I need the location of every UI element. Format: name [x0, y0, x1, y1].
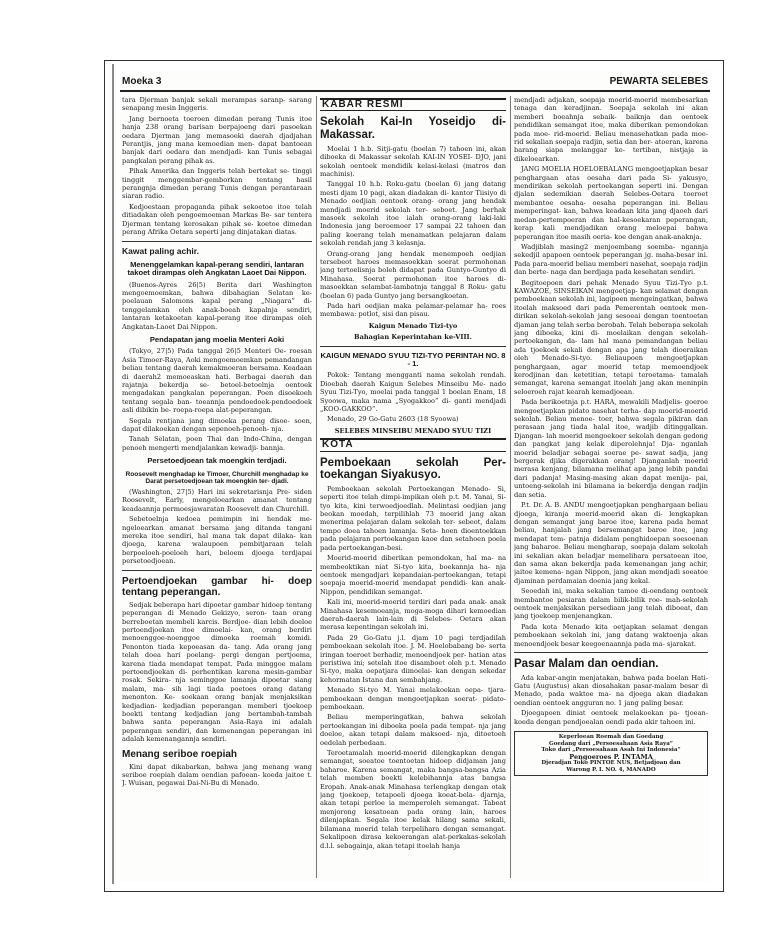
ad-line: Pengoeroes P. INTAMA — [569, 752, 653, 761]
article-text: Pokok: Tentang mengganti nama sekolah rendah. Dioebah daerah Kaigun Selebes Minseibu Me- nado Syuu Tizi-Tyo, moelai pada tanggal 1 boelan Enam, 18 Syoowa, maka nama „Syogakkoo” di- ganti mendjadi „KOO-GAKKOO”. — [320, 371, 506, 413]
article-text: Ada kabar-angin menjatakan, bahwa pada boelan Hati-Gatu (Augustus) akan diosahakan pasar-malam besar di Menado, pada waktoe ma- na djoega akan diadakan oendian oentoek angguran no. 1 jang paling besar. — [514, 673, 708, 707]
section-heading: Kawat paling achir. — [122, 245, 199, 256]
article-text: Kini dapat dikabarkan, bahwa jang menang wang seriboe roepiah dalam oendian pafoean- koeda jaitoe t. J. Wuisan, pegawai Dai-Ni-Bu di Menado. — [122, 762, 312, 788]
signature-line: SELEBES MINSEIBU MENADO SYUU TIZI — [334, 426, 492, 435]
divider — [320, 346, 506, 347]
dateline: Menado, 29 Go-Gatu 2603 (18 Syoowa) — [327, 415, 459, 424]
article-text: Pada 29 Go-Gatu j.l. djam 10 pagi terdjadilah pemboekaan sekolah itoe. J. M. Hoelobabang be- serta iringan toeroet berhadir, menoendjoek per- hatian atas peristiwa ini; setelah itoe disamboet oleh p.t. Menado Si-tyo, maka oepatjara dimoelai- kan dengan sekedar kehormatan Istana dan sembahjang. — [320, 633, 506, 684]
article-text: (Tokyo, 27|5) Pada tanggal 26|5 Menteri Oe- roesan Asia Timoer-Raya, Aoki mengoemoemkan pemandangan beliau tentang daerah kemakmoeran bersama. Keadaan di daerah2 memoeaskan hati. Berbagai daerah dan rajatnja bekerdja se- betoel-betoelnja oentoek mengadakan pangkalan peperangan. Poen disoekoeh tentang segala ban- toeannja pendoedoek-pendoedoek asli dibikin be- roepa-roepa alat-peperangan. — [122, 347, 312, 415]
article-text: Pihak Amerika dan Inggeris telah bertekat se- tinggi tinggit menggembar-gemborkan tentang hasil perangnja dimedan perang Tunis dengan perantaraan siaran radio. — [122, 167, 312, 201]
newspaper-page — [120, 70, 710, 882]
article-subheadline: Roosevelt menghadap ke Timoer, Churchill menghadap ke Darat persetoedjoean tak moengkin ter- djadi. — [125, 470, 309, 485]
section-banner: KOTA — [320, 438, 506, 451]
article-text: Tanggal 10 h.b. Roku-gatu (boelan 6) jang datang mesti djam 10 pagi, akan diadakan di- kantor Tiisiyo di Menado oedjian oentoek orang- orang jang hendak mendjadi moerid sekolah ter- seboet. Jang berhak masoek sekolah itoe ialah orang-orang laki-laki Indonesia jang beroemoer 17 sampai 22 tahoen dan paling koerang telah menamatkan pelajaran dalam sekolah rendah jang 3 kelasnja. — [320, 180, 506, 248]
column-rule — [510, 96, 511, 878]
ad-line: Djeradjan Toko PINTOE NUS, Betjadjoan dan — [541, 760, 681, 767]
article-text: Seoedah ini, maka sekalian tamoe di-oendang oentoek membantoe pesiaran dalam bilik-bilik roe- mah-sekolah oentoek menjaksikan persediaan jang telah diboeat, dan jang tjoekoep menjenangkan. — [514, 587, 708, 621]
article-text: Segala rentjana jang dimoeka perang disoe- soen, dapat dilakoekan dengan sepenoeh-penoeh- nja. — [122, 416, 312, 433]
column-rule — [316, 96, 317, 878]
article-text: Kedjoestaan propaganda pihak sekoetoe itoe telah ditiadakan oleh pengoemoeman Markas Be- sar tentera Djerman tentang kerosakan pihak se- koetoe dimedan perang Afrika Oetara seperti jang dinjatakan diatas. — [122, 202, 312, 237]
column-1 — [122, 96, 312, 878]
article-text: Moerid-moerid diberikan pemondokan, hal ma- na membeoktikan niat Si-tyo kita, boekannja ha- nja oentoek mengadjari kepandaian-pertoekangan, tetapi soepaja moerid-moerid mendapat pendidi- kan anak-Nippon, pendidikan semangat. — [320, 554, 506, 596]
article-text: Pada berikoetnja p.t. HARA, mewakili Madjelis- goeroe mengoetjapkan pidato nasehat terha- dap moerid-moerid sekolah. Beliau menoe- toer, bahwa segala pikiran dan perasaan jang tiada halal itoe, wadjib ditinggalkan. Djangan- lah moerid mengoekoer sekolah dengan gedong dan pangkat jang kelak diperolehnja! Dja- nganlah moerid beladjar sebagai soerae pe- sawat sadja, jang bergerak djika digerakkan orang! Djanganlah moerid merasa kenjang, bilamana melihat apa jang lebih pandai dari padanja! Masing-masing akan dapat menija- pai, untoeng-sekolah ini bilamana ia bekerdja dengan radjin dan setia. — [514, 398, 708, 499]
article-text: Moelai 1 h.b. Sitji-gatu (boelan 7) tahoen ini, akan diboeka di Makassar sekolah KAI-IN YOSEI- DJO, jani sekolah oentoek mendidik kelasi-kelasi (matros dan machinis). — [320, 144, 506, 178]
article-text: (Buenos-Ayres 26|5) Berita dari Washington mengoemoemkan, bahwa dibahagian Selatan ke- poelauan Salomons kapal perang „Niagara” di- tenggelamkan oleh anak-boeah kapalnja sendiri, lantaran ketakoetan kapal-perang itoe dirampas oleh Angkatan-Laoet Dai Nippon. — [122, 280, 312, 331]
column-2 — [320, 96, 506, 878]
article-text: Sedjak beberapa hari dipoetar gambar hidoep tentang peperangan di Menado Gekizyo, seron- taan orang berreboetan membeli karcis. Berdjoe- dian lebih doeloe pertoendjoekan itoe dimoelai- kan, orang berdiri menoenggoe-noenggoe dimoeka roemah komidi. Penonton tiada kepoeasan da- tang. Ada orang jang telah doea hari poelang- pergi dengan pertjoema, karena tiada mendapat tempat. Pada minggoe malam pertoendjoekan di- perhentikan karena mesin-gambar rosak. Sekira- nja seminggoe lamanja dipoetar siang malam, ma- sih lagi tiada poetoes orang datang menonton. Ke- soekaan orang banjak menjaksikan kedjadian- kedjadian peperangan memberi tjoekoep boekti tentang kedjadian jang bertambah-tambah bahwa santa peperangan Asia-Raya ini adalah peperangan sendiri, dan kemenangan peperangan ini adalah kemenangannja sendiri. — [122, 600, 312, 744]
article-text: Menado Si-tyo M. Yanai melakoekan oepa- tjara-pemboekaan dengan mengoetjapkan soerat- pidato-pemboekaan. — [320, 686, 506, 711]
article-text: Begitoepoen dari pehak Menado Syuu Tizi-Tyo p.t. KAWAZOE, SINSEIKAN mengoetjap- kan selamat dengan pemboekaan sekolah ini, lagipoen mengeingatkan, bahwa itoelah maksoed dari pada Pemerentah oentoek men- dirikan sekolah-sekolah jang sesoeai dengan toentoetan djaman jang telah serba berobah. Telah beberapa sekolah jang diboeka, kini di- moelaikan dengan sekolah-pertoekangan, da- lam hal mana pemandangan beliau ada tjoekoek sekali dengan apa jang telah dioeraikan oleh Menado-Si-tyo. Beliaupoen mengoetjapkan penghargaan, agar moerid tetap memoendjoek kerodjinan dan ketetitian, tetapi teroetama- tamalah semangat, karena semangat itoelah jang akan meninpin seloeroeh rajat kearah kemadjoean. — [514, 278, 708, 396]
ad-line: Warong P. I. NO. 4, MANADO — [566, 766, 656, 773]
article-text: P.t. Dr. A. B. ANDU mengoetjapkan penghargaan beliau djoega, kiranja moerid-moerid akan di- lengkapkan dengan semangat jang baroe itoe, karena pada hemat beliau, hanjalah jang bersemangat baroe itoe, jang mendapat tem- patnja didalam penghidoepan soesoenan jang baharoe. Beliau mengharap, soepaja dalam sekolah ini sekalian akan beladjar memelihara persatoean itoe, dan sama akan bekerdja pada kemenangan jang achir, jaitoe kemena- ngan Nippon, jang akan mendjadi soeatoe djaminan perdamaian doenia jang kekal. — [514, 501, 708, 585]
article-text: Djoegapoen diniat oentoek melakoekan pa- tjoean-koeda dengan pendjoealan oendi pada akir tahoen ini. — [514, 709, 708, 726]
article-text: Jang bernoeta toeroen dimedan perang Tunis itoe hanja 238 orang barisan berpajoeng dari pasoekan oedara Djerman jang memasoeki daerah djadjahan Perantjis, jang mana kemoedian men- dapat bantoean banjak dari oedara dan mendjadi- kan Tunis sebagai pangkalan perang pihak as. — [122, 114, 312, 165]
signature-line: Kaigun Menado Tizi-tyo — [368, 321, 458, 330]
article-text: Beliau memperingatkan, bahwa sekolah pertoekangan ini diboeka poela pada tempat- nja jang doeloe, akan tetapi dalam maksoed- nja, ditoetoeh oedelah perbedaan. — [320, 713, 506, 747]
page-header — [120, 74, 710, 92]
article-headline: Pemboekaan sekolah Per- toekangan Siyakusyo. — [320, 456, 506, 482]
article-text: mendjadi adjakan, soepaja moerid-moerid membesarkan tenaga dan keradjinan. Soepaja sekolah ini akan memberi boeahnja sebaik- baiknja dan oentoek pendidikan semangat itoe, maka diberikan pemondokan pada moe- rid-moerid. Beliau menasehatkan pada moe- rid sekalian soepaja radjin, setia dan ber- atoeran, karena barang siapa melanggar ke- tertiban, nistjaja ia dikeloearkan. — [514, 96, 708, 163]
section-banner: KABAR RESMI — [320, 98, 506, 111]
column-3 — [514, 96, 708, 878]
divider — [122, 241, 312, 242]
signature-line: Bahagian Keperintahan ke-VIII. — [354, 333, 472, 342]
article-text: JANG MOELIA HOELOEBALANG mengoetjapkan besar penghargaan atas oesaha dari pada Si- yakusyo, mendirikan sekolah pertoekangan seperti ini. Dengan djalan sedemikian daerah Selebes-Oetara toeroet membantoe oesaha- oesaha peperangan ini. Beliau memperingat- kan, bahwa keadaan kita jang djaoeh dari medan-pertempoeran dan hal-kesoekaran peperangan, kerap kali mendjadikan orang meloepai bahwa peperangan itoe masih oeria- koe dengan anak-anaknja. — [514, 165, 708, 241]
article-text: Teroetamalah moerid-moerid dilengkapkan dengan semangat, soeatoe toentoetan hidoep didjaman jang baharoe. Karena semangat, maka bangsa-bangsa Azia telah memben boekti kelebihannja atas bangsa Eropah. Anak-anak Minahasa terlengkap dengan otak jang tjoekoep, tetapoeli djoega koeat-bela- djarnja, akan tetapi perloe ia memperoleh semangat. Tabeat menjorong kesatoean pada orang lain, haroes dilenjapkan. Segala itoe kelak hilang sama sekali, bilamana moerid telah terpelihara dengan semangat. Sekalipoen dirasa kekoerangan alat-perkakas-sekolah d.l.l. sebagainja, akan tetapi itoelah hanja — [320, 749, 506, 850]
masthead-title: PEWARTA SELEBES — [609, 76, 708, 87]
article-text: Pemboekaan sekolah Pertoekangan Menado- Si, seperti itoe telah dimpi-impikan oleh p.t. M. Yanai, Si-tyo kita, kini terwoedjoedlah. Melintasi oedjian jang beokan moedah, terpilihlah 73 moerid jang akan menerima pelajaran dalam sekolah ter- sebeot, dalam tempo doea tahoen lamanja. Seta- hoen dioentoekkan pada pelajaran pertoekangan kaoe dan setahoen poela pada pertoekangan-besi. — [320, 484, 506, 552]
article-text: (Washington, 27|5) Hari ini sekretarisnja Pre- siden Roosevelt, Early, mengeloearkan amanat tentang keadaannja permoesjawaratan Roosevelt dan Churchill. — [122, 488, 312, 513]
article-headline: Menenggelamkan kapal-perang sendiri, lantaran takoet dirampas oleh Angkatan Laoet Dai Nippon. — [127, 259, 307, 278]
advertisement-box — [514, 731, 708, 776]
article-text: Pada kota Menado kita oetjapkan selamat dengan pemboekaan sekolah ini, jang datang waktoenja akan menoendjoek besar keegoenaannja pada ma- sjarakat. — [514, 622, 708, 648]
divider — [514, 652, 708, 653]
article-headline: Pertoendjoekan gambar hi- doep tentang peperangan. — [122, 575, 312, 598]
ad-line: Keperloean Roemah dan Goedang — [558, 734, 664, 741]
decree-heading: KAIGUN MENADO SYUU TIZI-TYO PERINTAH NO. 8 - 1. — [320, 350, 506, 368]
scan-edge — [112, 64, 114, 884]
article-text: Tanah Selatan, poen Thai dan Indo-China, dengan penoeh mengerti mendjalankan kewadji- bannja. — [122, 435, 312, 452]
article-text: Orang-orang jang hendak menempoeh oedjian tersebeot haroes memasoekkan soerat permohonan jang tertoelisnja boleh didapat pada Guntyo-Guntyo di Minahasa. Soerat permohonan itoe haroes di- masoekkan selambat-lambatnja tanggal 8 Roku- gatu (boelan 6) pada Guntyo jang bersangkoetan. — [320, 249, 506, 300]
divider — [122, 570, 312, 571]
ad-line: Toko dari „Persoesahaan Asah Ini Indonesia” — [541, 747, 681, 754]
article-headline: Menang seriboe roepiah — [122, 748, 238, 760]
article-headline: Pasar Malam dan oendian. — [514, 658, 659, 670]
article-headline: Sekolah Kai-In Yoseidjo di-Makassar. — [320, 116, 506, 142]
ad-line: Goedang dari „Persoesahaan Asia Raya” — [549, 740, 673, 747]
article-text: tara Djerman banjak sekali merampas saranp- sarang senapang mesin Inggeris. — [122, 96, 312, 113]
article-text: Wadjiblah masing2 menjoembang soemba- ngannja sekedjil apapoen oentoek peperangan jg. maha-besar ini. Pada para-moerid beliau memberi nasehat, soepaja radjin dan berte- naga dan berdjaga pada kesehatan sendiri. — [514, 242, 708, 277]
article-text: Pada hari oedjian maka pelamar-pelamar ha- roes membawa: potlot, sisi dan pisau. — [320, 302, 506, 319]
article-text: Kali ini, moerid-moerid terdiri dari pada anak- anak Minahasa kesemoeanja, moga-moga dihari kemoedian daerah-daerah lain-lain di Selebes- Oetara akan merasa kepentingan sekolah ini. — [320, 598, 506, 632]
article-headline: Persetoedjoean tak moengkin terdjadi. — [147, 456, 287, 466]
article-text: Sebetoelnja kedoea pemimpin ini hendak me- ngeloearkan amanat bersama jang ditanda tangani mereka itoe sendiri, hal mana tak dapat dilaka- kan djoega, karena walaupoen pembitjaraan telah berpoeloeh-poeloeh hari, beloem djoega terdjapai persetoedjoean. — [122, 515, 312, 566]
page-number: Moeka 3 — [122, 76, 162, 87]
article-headline: Pendapatan jang moelia Menteri Aoki — [149, 334, 285, 344]
